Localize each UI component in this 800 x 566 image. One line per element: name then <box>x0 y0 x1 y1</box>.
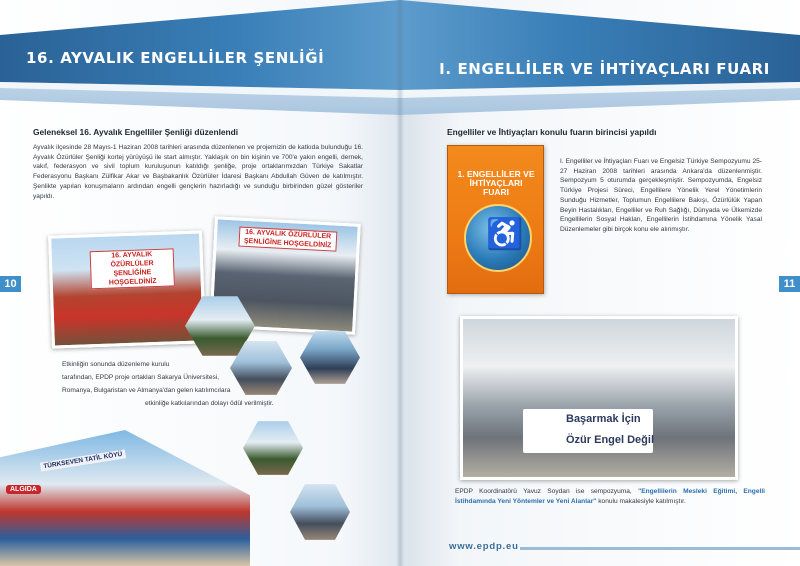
poster-title: 1. ENGELLİLER VE İHTİYAÇLARI FUARI <box>457 169 535 197</box>
right-body-paragraph: I. Engelliler ve İhtiyaçları Fuarı ve Engelsiz Türkiye Sempozyumu 25-27 Haziran 2008 tarihleri arasında Ankara'da düzenlenmiştir. Sempozyum 5 oturumda gerçekleşmiştir. Sempozyumda, Engelsiz Türkiye Projesi Süreci, Engellilere Yönelik Yerel Yönetimlerin Sunduğu Hizmetler, Toplumun Engellilere Bakışı, Özürlülük Yapan Beyin Hastalıkları, Engelliler ve Ruh Sağlığı, Dünyada ve Ülkemizde Engellilerin Sosyal Hakları, Engellilerin İstihdamına Yönelik Yasal Düzenlemeler gibi birçok konu ele alınmıştır. <box>560 158 762 233</box>
parade-photo <box>48 230 206 348</box>
page-number: 10 <box>0 276 21 292</box>
hex-photo-5 <box>290 483 350 541</box>
wheelchair-icon: ♿ <box>486 218 524 251</box>
caption-line-3: Romanya, Bulgaristan ve Almanya'dan gelen katılımcılara <box>62 387 231 394</box>
header-band <box>0 0 400 140</box>
body-paragraph: Ayvalık ilçesinde 28 Mayıs-1 Haziran 2008 tarihleri arasında düzenlenen ve projemizin de katkıda bulunduğu 16. Ayvalık Özürlüler Şenliği kortej yürüyüşü ile start almıştır. Yaklaşık on bin kişinin ve 700'e yakın engelli, dernek, vakıf, federasyon ve sivil toplum kuruluşunun katıldığı şenliğe, proje ortaklarımızdan Türkiye Sakatlar Federasyonu Başkanı Zülfikar Akar ve Başbakanlık Özürlüler İdaresi Başkanı Abdullah Güven de katılmıştır. Şenlikte yapılan konuşmaların ardından engelli gençlerin hazırladığı ve sunduğu birbirinden güzel gösteriler yapıldı. <box>33 144 363 200</box>
fair-poster <box>447 145 544 294</box>
page-gutter <box>396 0 404 566</box>
beach-photo <box>0 430 250 566</box>
paper-title: "Engellilerin Mesleki Eğitimi, Engelli İstihdamında Yeni Yöntemler ve Yeni Alanlar" <box>455 488 765 505</box>
hex-photo-4 <box>243 420 303 476</box>
caption-line-1: Etkinliğin sonunda düzenleme kurulu <box>62 361 170 368</box>
caption-intro: EPDP Koordinatörü Yavuz Soydan ise sempozyuma, <box>455 488 632 495</box>
welcome-banner-2: 16. AYVALIK ÖZÜRLÜLER ŞENLİĞİNE HOŞGELDİNİZ <box>238 227 337 252</box>
symposium-photo <box>460 316 738 480</box>
stage-banner-text-1: Başarmak İçin <box>566 413 641 425</box>
caption-outro: konulu makalesiyle katılmıştır. <box>596 497 686 505</box>
stage-banner-text-2: Özür Engel Değil <box>566 434 655 446</box>
right-section-subhead: Engelliler ve İhtiyaçları konulu fuarın birincisi yapıldı <box>447 127 657 137</box>
footer-bar <box>520 547 800 550</box>
beach-sign: TÜRKSEVEN TATİL KÖYÜ <box>40 449 126 471</box>
welcome-banner: 16. AYVALIK ÖZÜRLÜLER ŞENLİĞİNE HOŞGELDİNİZ <box>90 248 175 289</box>
page-title: 16. AYVALIK ENGELLİLER ŞENLİĞİ <box>26 49 325 67</box>
hex-photo-2 <box>300 330 360 385</box>
symposium-caption <box>455 487 765 506</box>
right-page-title: I. ENGELLİLER VE İHTİYAÇLARI FUARI <box>439 60 770 78</box>
section-subhead: Geleneksel 16. Ayvalık Engelliler Şenliği düzenlendi <box>33 127 239 137</box>
algida-sign: ALGIDA <box>6 485 41 494</box>
caption-line-2: tarafından, EPDP proje ortakları Sakarya Üniversitesi, <box>62 374 220 381</box>
caption-line-4: etkinliğe katkılarından dolayı ödül verilmiştir. <box>145 400 274 407</box>
right-page-number: 11 <box>779 276 800 292</box>
website-link[interactable]: www.epdp.eu <box>449 541 519 552</box>
